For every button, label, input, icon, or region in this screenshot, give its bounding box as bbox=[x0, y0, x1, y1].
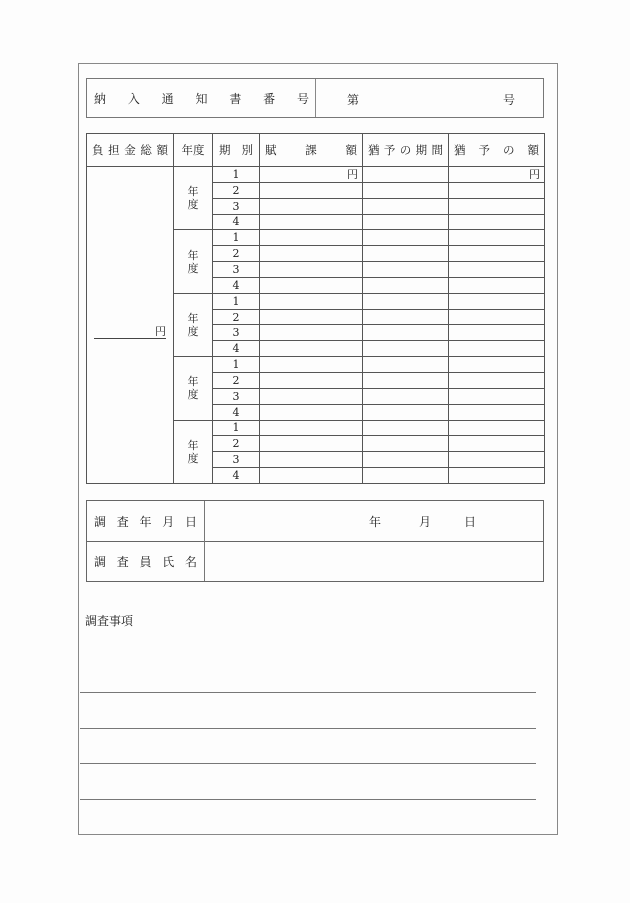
deferral-period-cell[interactable] bbox=[363, 246, 449, 262]
period-number: 3 bbox=[213, 452, 260, 468]
deferral-amount-cell[interactable] bbox=[449, 214, 545, 230]
deferral-amount-cell[interactable] bbox=[449, 198, 545, 214]
period-number: 3 bbox=[213, 388, 260, 404]
period-number: 3 bbox=[213, 198, 260, 214]
survey-date-label: 調 査 年 月 日 bbox=[87, 501, 205, 541]
assessed-amount-cell[interactable] bbox=[260, 277, 363, 293]
notes-line[interactable] bbox=[80, 692, 536, 693]
assessed-amount-cell[interactable] bbox=[260, 246, 363, 262]
assessed-amount-cell[interactable] bbox=[260, 420, 363, 436]
deferral-amount-cell[interactable] bbox=[449, 246, 545, 262]
period-number: 1 bbox=[213, 230, 260, 246]
period-number: 3 bbox=[213, 262, 260, 278]
assessed-amount-cell[interactable] bbox=[260, 468, 363, 484]
deferral-period-cell[interactable] bbox=[363, 404, 449, 420]
header-deferral-amount: 猶 予 の 額 bbox=[449, 134, 545, 167]
deferral-period-cell[interactable] bbox=[363, 182, 449, 198]
assessed-amount-cell[interactable] bbox=[260, 214, 363, 230]
deferral-amount-cell[interactable] bbox=[449, 309, 545, 325]
deferral-period-cell[interactable] bbox=[363, 468, 449, 484]
assessed-amount-cell[interactable] bbox=[260, 293, 363, 309]
deferral-amount-cell[interactable] bbox=[449, 293, 545, 309]
period-number: 4 bbox=[213, 404, 260, 420]
header-assessed-amount: 賦 課 額 bbox=[260, 134, 363, 167]
surveyor-name-label: 調 査 員 氏 名 bbox=[87, 541, 205, 581]
assessed-amount-cell[interactable] bbox=[260, 388, 363, 404]
period-number: 1 bbox=[213, 420, 260, 436]
deferral-period-cell[interactable] bbox=[363, 388, 449, 404]
deferral-period-cell[interactable] bbox=[363, 214, 449, 230]
label-char: 号 bbox=[296, 91, 309, 106]
deferral-amount-cell[interactable]: 円 bbox=[449, 167, 545, 183]
period-number: 1 bbox=[213, 293, 260, 309]
assessed-amount-cell[interactable] bbox=[260, 452, 363, 468]
assessed-amount-cell[interactable] bbox=[260, 404, 363, 420]
assessed-amount-cell[interactable]: 円 bbox=[260, 167, 363, 183]
deferral-amount-cell[interactable] bbox=[449, 357, 545, 373]
burden-amount-table bbox=[86, 133, 545, 484]
header-total-burden: 負 担 金 総 額 bbox=[87, 134, 174, 167]
header-deferral-period: 猶 予 の 期 間 bbox=[363, 134, 449, 167]
label-char: 納 bbox=[94, 91, 107, 106]
assessed-amount-cell[interactable] bbox=[260, 341, 363, 357]
label-char: 入 bbox=[127, 91, 140, 106]
label-char: 通 bbox=[161, 91, 174, 106]
assessed-amount-cell[interactable] bbox=[260, 309, 363, 325]
label-char: 知 bbox=[195, 91, 208, 106]
period-number: 4 bbox=[213, 277, 260, 293]
period-number: 4 bbox=[213, 468, 260, 484]
deferral-period-cell[interactable] bbox=[363, 309, 449, 325]
deferral-amount-cell[interactable] bbox=[449, 277, 545, 293]
surveyor-name-field[interactable] bbox=[206, 541, 543, 581]
deferral-amount-cell[interactable] bbox=[449, 262, 545, 278]
number-suffix: 号 bbox=[503, 93, 516, 107]
deferral-amount-cell[interactable] bbox=[449, 325, 545, 341]
table-header-row bbox=[87, 134, 545, 167]
period-number: 2 bbox=[213, 182, 260, 198]
assessed-amount-cell[interactable] bbox=[260, 372, 363, 388]
survey-notes-title: 調査事項 bbox=[85, 614, 134, 628]
label-char: 書 bbox=[229, 91, 242, 106]
day-unit: 日 bbox=[464, 515, 477, 529]
deferral-period-cell[interactable] bbox=[363, 341, 449, 357]
deferral-amount-cell[interactable] bbox=[449, 468, 545, 484]
deferral-amount-cell[interactable] bbox=[449, 420, 545, 436]
header-fiscal-year: 年度 bbox=[174, 134, 213, 167]
fiscal-year-cell[interactable]: 年 度 bbox=[174, 293, 213, 356]
deferral-period-cell[interactable] bbox=[363, 277, 449, 293]
payment-notice-number-box bbox=[86, 78, 544, 118]
deferral-amount-cell[interactable] bbox=[449, 404, 545, 420]
survey-info-box bbox=[86, 500, 544, 582]
month-unit: 月 bbox=[419, 515, 432, 529]
notice-number-field[interactable] bbox=[355, 83, 495, 113]
deferral-period-cell[interactable] bbox=[363, 262, 449, 278]
deferral-period-cell[interactable] bbox=[363, 372, 449, 388]
header-period: 期 別 bbox=[213, 134, 260, 167]
assessed-amount-cell[interactable] bbox=[260, 182, 363, 198]
deferral-period-cell[interactable] bbox=[363, 198, 449, 214]
assessed-amount-cell[interactable] bbox=[260, 436, 363, 452]
period-number: 2 bbox=[213, 372, 260, 388]
year-unit: 年 bbox=[369, 515, 382, 529]
label-char: 番 bbox=[263, 91, 276, 106]
deferral-amount-cell[interactable] bbox=[449, 182, 545, 198]
notes-line[interactable] bbox=[80, 728, 536, 729]
deferral-period-cell[interactable] bbox=[363, 325, 449, 341]
fiscal-year-cell[interactable]: 年 度 bbox=[174, 167, 213, 230]
assessed-amount-cell[interactable] bbox=[260, 357, 363, 373]
period-number: 3 bbox=[213, 325, 260, 341]
assessed-amount-cell[interactable] bbox=[260, 325, 363, 341]
table-row bbox=[87, 167, 545, 183]
deferral-amount-cell[interactable] bbox=[449, 372, 545, 388]
deferral-period-cell[interactable] bbox=[363, 293, 449, 309]
notes-line[interactable] bbox=[80, 799, 536, 800]
number-prefix: 第 bbox=[347, 93, 360, 107]
period-number: 1 bbox=[213, 357, 260, 373]
deferral-amount-cell[interactable] bbox=[449, 230, 545, 246]
assessed-amount-cell[interactable] bbox=[260, 262, 363, 278]
fiscal-year-cell[interactable]: 年 度 bbox=[174, 357, 213, 420]
notes-line[interactable] bbox=[80, 763, 536, 764]
period-number: 1 bbox=[213, 167, 260, 183]
period-number: 4 bbox=[213, 341, 260, 357]
assessed-amount-cell[interactable] bbox=[260, 198, 363, 214]
deferral-amount-cell[interactable] bbox=[449, 452, 545, 468]
deferral-period-cell[interactable] bbox=[363, 230, 449, 246]
surveyor-name-row bbox=[87, 541, 543, 581]
fiscal-year-cell[interactable]: 年 度 bbox=[174, 420, 213, 483]
total-burden-cell[interactable] bbox=[87, 167, 174, 484]
deferral-amount-cell[interactable] bbox=[449, 341, 545, 357]
survey-date-row bbox=[87, 501, 543, 542]
fiscal-year-cell[interactable]: 年 度 bbox=[174, 230, 213, 293]
total-burden-field[interactable]: 円 bbox=[94, 326, 166, 339]
period-number: 2 bbox=[213, 246, 260, 262]
deferral-period-cell[interactable] bbox=[363, 420, 449, 436]
deferral-amount-cell[interactable] bbox=[449, 436, 545, 452]
deferral-period-cell[interactable] bbox=[363, 167, 449, 183]
deferral-period-cell[interactable] bbox=[363, 452, 449, 468]
assessed-amount-cell[interactable] bbox=[260, 230, 363, 246]
period-number: 4 bbox=[213, 214, 260, 230]
period-number: 2 bbox=[213, 436, 260, 452]
period-number: 2 bbox=[213, 309, 260, 325]
deferral-period-cell[interactable] bbox=[363, 436, 449, 452]
deferral-period-cell[interactable] bbox=[363, 357, 449, 373]
payment-notice-number-label bbox=[87, 79, 316, 117]
deferral-amount-cell[interactable] bbox=[449, 388, 545, 404]
